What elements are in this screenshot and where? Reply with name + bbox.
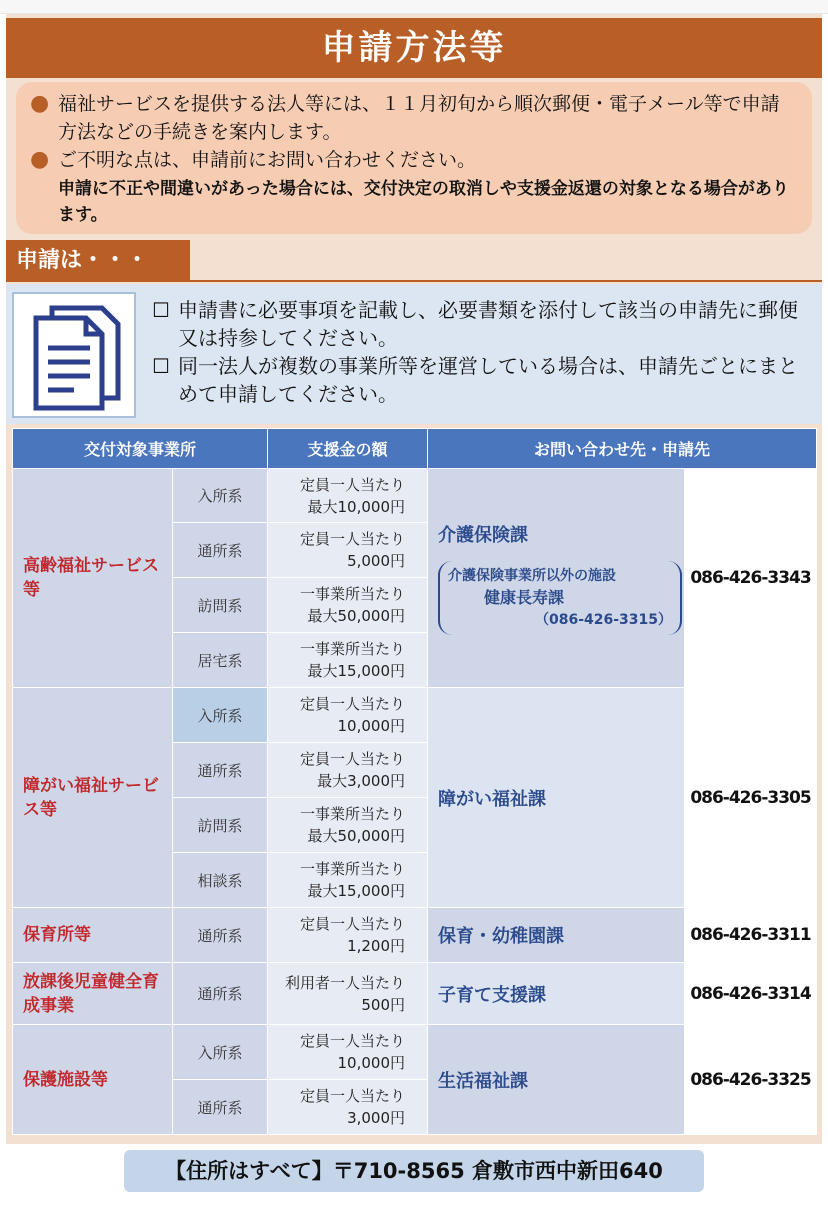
amount-basis: 定員一人当たり [300, 1032, 406, 1050]
amount-value: 最大3,000円 [317, 772, 406, 790]
amount-basis: 定員一人当たり [300, 1087, 406, 1105]
amount-basis: 利用者一人当たり [285, 973, 406, 992]
amount-basis: 一事業所当たり [300, 585, 406, 603]
amount-cell [268, 578, 428, 633]
category-cell: 保育所等 [13, 908, 173, 963]
amount-cell [268, 908, 428, 963]
dept-name: 介護保険課 [438, 525, 529, 546]
checkbox-icon: ☐ [152, 354, 170, 378]
notice-text: 福祉サービスを提供する法人等には、１１月初旬から順次郵便・電子メール等で申請方法などの手続きを案内します。 [58, 93, 780, 143]
notice-text: ご不明な点は、申請前にお問い合わせください。 [58, 149, 477, 171]
amount-value: 5,000円 [347, 552, 406, 570]
table-row [13, 1025, 817, 1080]
dept-cell: 子育て支援課 [428, 963, 685, 1025]
tel-cell: 086-426-3305 [685, 688, 817, 908]
amount-cell [268, 743, 428, 798]
section-tab: 申請は・・・ [6, 240, 190, 282]
warning-text: 申請に不正や間違いがあった場合には、交付決定の取消しや支援金返還の対象となる場合があります。 [58, 179, 789, 225]
amount-basis: 定員一人当たり [300, 750, 406, 768]
type-cell: 相談系 [173, 853, 268, 908]
tel-cell: 086-426-3311 [685, 908, 817, 963]
type-cell: 通所系 [173, 963, 268, 1025]
top-strip [0, 0, 828, 14]
circle-bullet-icon: ● [30, 91, 50, 116]
amount-basis: 一事業所当たり [300, 805, 406, 823]
document-icon [12, 292, 136, 418]
amount-cell [268, 1025, 428, 1080]
instruction-item [152, 352, 812, 408]
notice-box [16, 82, 812, 234]
dept-cell: 保育・幼稚園課 [428, 908, 685, 963]
header-amount: 支援金の額 [268, 429, 428, 469]
type-cell: 通所系 [173, 523, 268, 578]
amount-cell [268, 853, 428, 908]
header-contact: お問い合わせ先・申請先 [428, 429, 817, 469]
amount-cell [268, 633, 428, 688]
checkbox-icon: ☐ [152, 298, 170, 322]
amount-value: 500円 [361, 995, 406, 1014]
type-cell: 居宅系 [173, 633, 268, 688]
tel-cell: 086-426-3314 [685, 963, 817, 1025]
sub-contact-tel: （086-426-3315） [534, 612, 673, 628]
header-facility: 交付対象事業所 [13, 429, 268, 469]
instructions-list [152, 296, 812, 408]
instruction-text: 同一法人が複数の事業所等を運営している場合は、申請先ごとにまとめて申請してください。 [178, 354, 798, 406]
amount-value: 最大15,000円 [307, 882, 406, 900]
amount-value: 最大50,000円 [307, 607, 406, 625]
table-row [13, 688, 817, 743]
category-cell: 障がい福祉サービス等 [13, 688, 173, 908]
table-row [13, 469, 817, 523]
amount-cell [268, 469, 428, 523]
sub-contact-dept: 健康長寿課 [484, 588, 565, 607]
instruction-item [152, 296, 812, 352]
page-title: 申請方法等 [6, 18, 822, 78]
sub-contact [438, 561, 682, 635]
type-cell: 入所系 [173, 1025, 268, 1080]
type-cell: 通所系 [173, 1080, 268, 1135]
type-cell: 入所系 [173, 469, 268, 523]
amount-value: 3,000円 [347, 1109, 406, 1127]
amount-value: 1,200円 [347, 937, 406, 955]
address-footer: 【住所はすべて】〒710-8565 倉敷市西中新田640 [124, 1150, 704, 1192]
dept-cell: 生活福祉課 [428, 1025, 685, 1135]
table-header-row [13, 429, 817, 469]
amount-basis: 定員一人当たり [300, 530, 406, 548]
amount-basis: 一事業所当たり [300, 640, 406, 658]
amount-value: 最大15,000円 [307, 662, 406, 680]
type-cell: 訪問系 [173, 798, 268, 853]
support-table [12, 428, 817, 1135]
table-row [13, 908, 817, 963]
circle-bullet-icon: ● [30, 147, 50, 172]
notice-item [30, 90, 798, 146]
amount-basis: 定員一人当たり [300, 915, 406, 933]
amount-basis: 定員一人当たり [300, 475, 406, 494]
amount-cell [268, 798, 428, 853]
sub-contact-note: 介護保険事業所以外の施設 [448, 568, 617, 584]
amount-value: 最大50,000円 [307, 827, 406, 845]
amount-basis: 一事業所当たり [300, 860, 406, 878]
amount-cell [268, 1080, 428, 1135]
divider [190, 280, 822, 282]
amount-value: 10,000円 [337, 717, 406, 735]
dept-cell [428, 469, 685, 688]
type-cell: 通所系 [173, 743, 268, 798]
amount-cell [268, 523, 428, 578]
amount-cell [268, 688, 428, 743]
category-cell: 放課後児童健全育成事業 [13, 963, 173, 1025]
type-cell: 訪問系 [173, 578, 268, 633]
tel-cell: 086-426-3325 [685, 1025, 817, 1135]
notice-item [30, 146, 798, 174]
category-cell: 高齢福祉サービス等 [13, 469, 173, 688]
instruction-text: 申請書に必要事項を記載し、必要書類を添付して該当の申請先に郵便又は持参してください。 [178, 298, 798, 350]
amount-value: 10,000円 [337, 1054, 406, 1072]
type-cell: 入所系 [173, 688, 268, 743]
category-cell: 保護施設等 [13, 1025, 173, 1135]
dept-cell: 障がい福祉課 [428, 688, 685, 908]
table-row [13, 963, 817, 1025]
amount-cell [268, 963, 428, 1025]
amount-value: 最大10,000円 [307, 497, 406, 516]
type-cell: 通所系 [173, 908, 268, 963]
tel-cell: 086-426-3343 [685, 469, 817, 688]
amount-basis: 定員一人当たり [300, 695, 406, 713]
